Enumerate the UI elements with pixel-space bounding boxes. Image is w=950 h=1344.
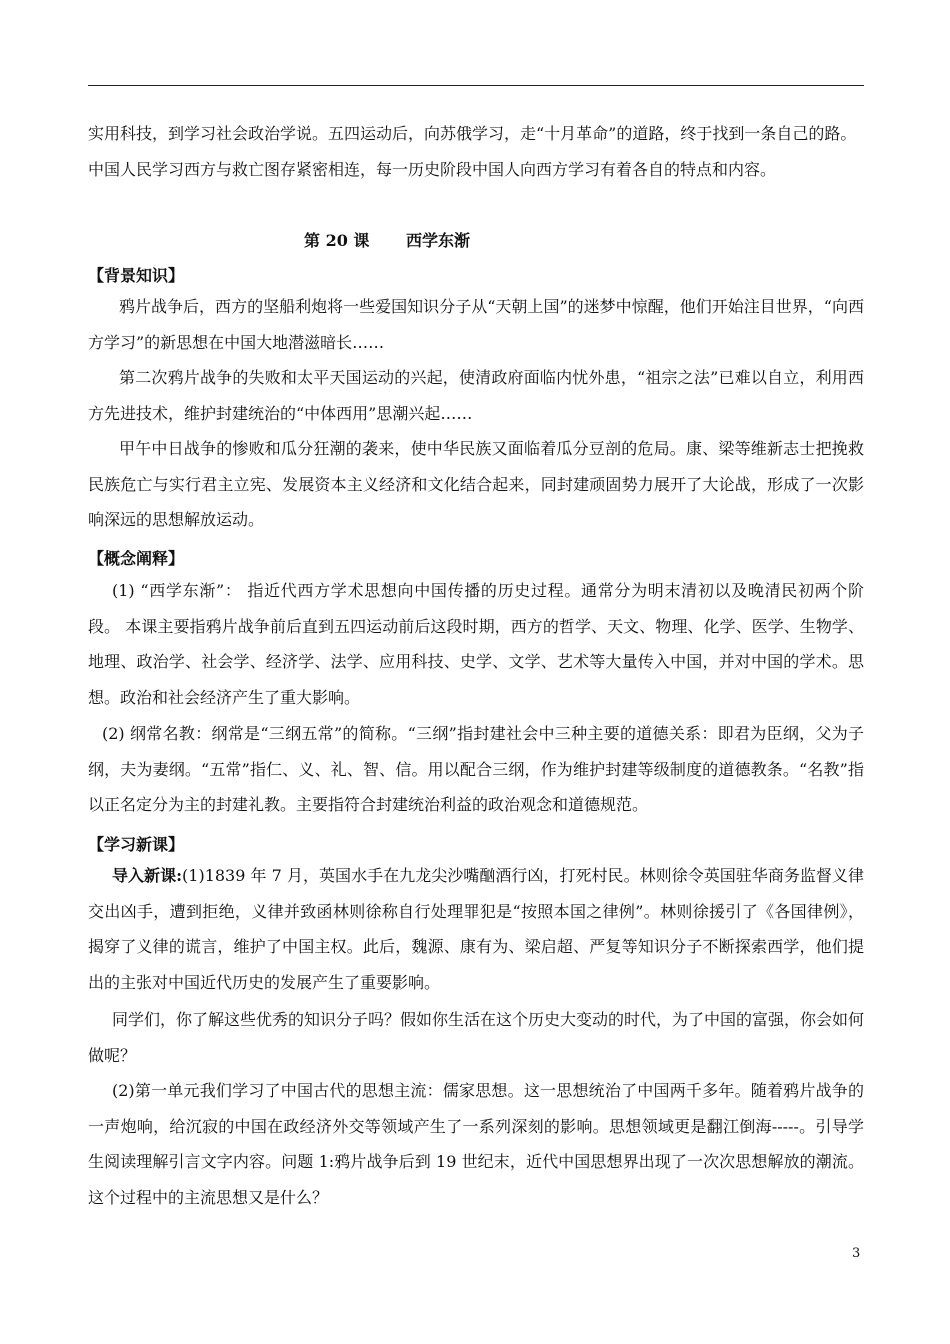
concepts-heading: 【概念阐释】: [88, 549, 185, 568]
newlesson-paragraph-3: (2)第一单元我们学习了中国古代的思想主流：儒家思想。这一思想统治了中国两千多年。随着鸦片战争的一声炮响，给沉寂的中国在政经济外交等领域产生了一系列深刻的影响。思想领域更是翻江倒海-----。引导学生阅读理解引言文字内容。问题 1:鸦片战争后到 19 世纪末，近代中国思想界出现了一次次思想解放的潮流。这个过程中的主流思想又是什么？: [88, 1081, 864, 1207]
newlesson-heading: 【学习新课】: [88, 835, 185, 854]
lesson-name: 西学东渐: [406, 231, 471, 250]
header-rule: [88, 85, 864, 86]
background-heading: 【背景知识】: [88, 266, 185, 285]
background-paragraph-3: 甲午中日战争的惨败和瓜分狂潮的袭来，使中华民族又面临着瓜分豆剖的危局。康、梁等维新志士把挽救民族危亡与实行君主立宪、发展资本主义经济和文化结合起来，同封建顽固势力展开了大论战，形成了一次影响深远的思想解放运动。: [88, 439, 864, 529]
background-paragraph-2: 第二次鸦片战争的失败和太平天国运动的兴起，使清政府面临内忧外患，“祖宗之法”已难以自立，利用西方先进技术，维护封建统治的“中体西用”思潮兴起……: [88, 368, 864, 423]
newlesson-lead: 导入新课:: [112, 866, 183, 885]
lesson-number: 第 20 课: [304, 231, 370, 250]
intro-line-1: 实用科技，到学习社会政治学说。五四运动后，向苏俄学习，走“十月革命”的道路，终于找到一条自己的路。: [88, 124, 857, 143]
newlesson-paragraph-1: [88, 858, 864, 1000]
concepts-paragraph-2: (2) 纲常名教：纲常是“三纲五常”的简称。“三纲”指封建社会中三种主要的道德关系：即君为臣纲，父为子纲，夫为妻纲。“五常”指仁、义、礼、智、信。用以配合三纲，作为维护封建等级制度的道德教条。“名教”指以正名定分为主的封建礼教。主要指符合封建统治利益的政治观念和道德规范。: [88, 724, 864, 814]
concepts-paragraph-1: (1) “西学东渐”： 指近代西方学术思想向中国传播的历史过程。通常分为明末清初以及晚清民初两个阶段。 本课主要指鸦片战争前后直到五四运动前后这段时期，西方的哲学、天文、物理、化学、医学、生物学、地理、政治学、社会学、经济学、法学、应用科技、史学、文学、艺术等大量传入中国，并对中国的学术。思想。政治和社会经济产生了重大影响。: [88, 581, 864, 707]
newlesson-paragraph-1-text: (1)1839 年 7 月，英国水手在九龙尖沙嘴酗酒行凶，打死村民。林则徐令英国驻华商务监督义律交出凶手，遭到拒绝，义律并致函林则徐称自行处理罪犯是“按照本国之律例”。林则徐援引了《各国律例》，揭穿了义律的谎言，维护了中国主权。此后，魏源、康有为、梁启超、严复等知识分子不断探索西学，他们提出的主张对中国近代历史的发展产生了重要影响。: [88, 866, 864, 992]
newlesson-paragraph-2: 同学们，你了解这些优秀的知识分子吗？假如你生活在这个历史大变动的时代，为了中国的富强，你会如何做呢？: [88, 1010, 865, 1065]
intro-line-2: 中国人民学习西方与救亡图存紧密相连，每一历史阶段中国人向西方学习有着各自的特点和内容。: [88, 160, 777, 179]
background-paragraph-1: 鸦片战争后，西方的坚船利炮将一些爱国知识分子从“天朝上国”的迷梦中惊醒，他们开始注目世界，“向西方学习”的新思想在中国大地潜滋暗长……: [88, 297, 864, 352]
page-number: 3: [852, 1246, 861, 1261]
